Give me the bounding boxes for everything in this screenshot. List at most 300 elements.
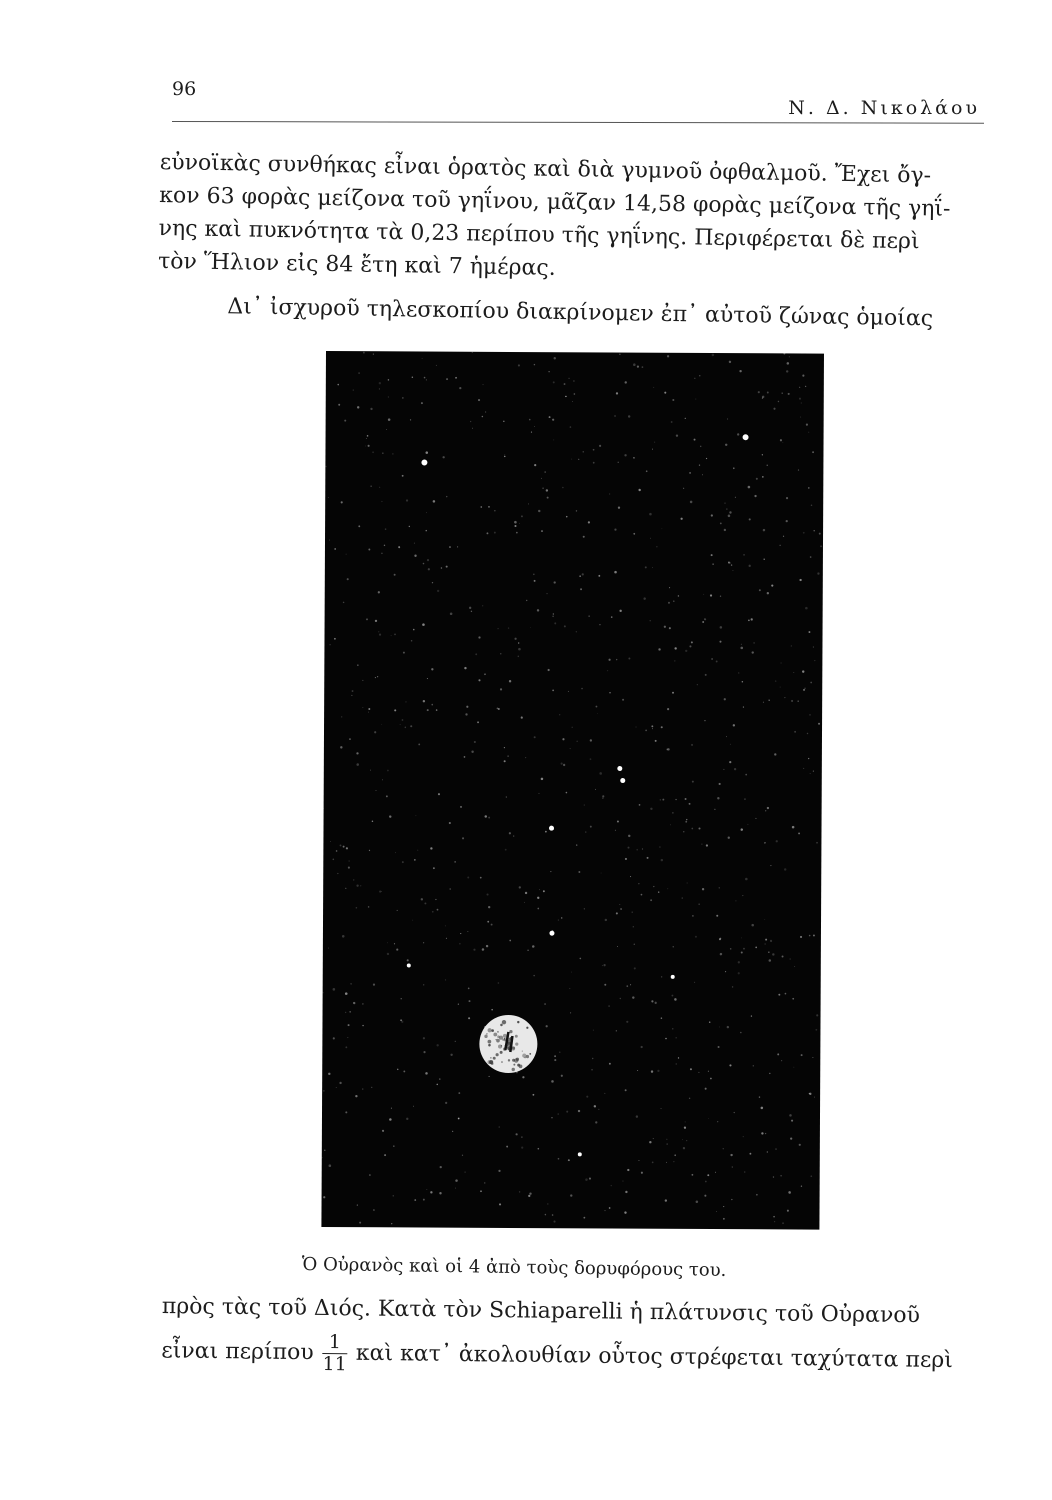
grain-speck bbox=[552, 690, 554, 692]
grain-speck bbox=[720, 938, 722, 940]
grain-speck bbox=[515, 1133, 517, 1135]
text-line-with-fraction bbox=[161, 1330, 953, 1382]
grain-speck bbox=[400, 724, 401, 725]
text-line: νης καὶ πυκνότητα τὰ 0,23 περίπου τῆς γηΐνης. Περιφέρεται δὲ περὶ bbox=[158, 215, 920, 255]
grain-speck bbox=[703, 594, 704, 595]
grain-speck bbox=[494, 532, 496, 534]
grain-speck bbox=[799, 387, 800, 388]
grain-speck bbox=[344, 420, 346, 422]
star-point bbox=[549, 826, 554, 831]
grain-speck bbox=[550, 871, 551, 872]
grain-speck bbox=[651, 1000, 653, 1002]
grain-speck bbox=[699, 904, 700, 905]
grain-speck bbox=[773, 1216, 775, 1218]
grain-speck bbox=[653, 387, 654, 388]
grain-speck bbox=[685, 1121, 686, 1122]
grain-speck bbox=[628, 415, 630, 417]
grain-speck bbox=[322, 992, 324, 994]
grain-speck bbox=[513, 835, 514, 836]
grain-speck bbox=[464, 1171, 465, 1172]
grain-speck bbox=[568, 1159, 570, 1161]
grain-speck bbox=[394, 634, 396, 636]
grain-speck bbox=[763, 702, 764, 703]
grain-speck bbox=[711, 514, 713, 516]
grain-speck bbox=[369, 1174, 371, 1176]
grain-speck bbox=[534, 580, 536, 582]
grain-speck bbox=[709, 1021, 711, 1023]
grain-speck bbox=[494, 510, 495, 511]
grain-speck bbox=[381, 724, 382, 725]
grain-speck bbox=[486, 945, 488, 947]
grain-speck bbox=[799, 579, 801, 581]
grain-speck bbox=[432, 911, 434, 913]
grain-speck bbox=[373, 984, 375, 986]
grain-speck bbox=[566, 516, 568, 518]
grain-speck bbox=[743, 948, 745, 950]
grain-speck bbox=[388, 418, 391, 421]
grain-speck bbox=[470, 421, 471, 422]
grain-speck bbox=[534, 736, 536, 738]
grain-speck bbox=[650, 808, 652, 810]
grain-speck bbox=[674, 660, 675, 661]
grain-speck bbox=[741, 828, 744, 831]
grain-speck bbox=[635, 726, 636, 727]
grain-speck bbox=[813, 771, 814, 772]
star-point bbox=[578, 1152, 582, 1156]
grain-speck bbox=[450, 1054, 452, 1056]
grain-speck bbox=[815, 1029, 817, 1031]
grain-speck bbox=[455, 377, 457, 379]
grain-speck bbox=[672, 1028, 673, 1029]
grain-speck bbox=[614, 571, 617, 574]
grain-speck bbox=[488, 506, 490, 508]
header-rule bbox=[172, 121, 984, 124]
grain-speck bbox=[414, 543, 415, 544]
grain-speck bbox=[458, 1004, 459, 1005]
grain-speck bbox=[814, 530, 815, 531]
star-point bbox=[671, 975, 675, 979]
grain-speck bbox=[562, 738, 564, 740]
grain-speck bbox=[733, 724, 735, 726]
grain-speck bbox=[798, 832, 800, 834]
grain-speck bbox=[357, 1204, 358, 1205]
grain-speck bbox=[762, 454, 763, 455]
grain-speck bbox=[625, 1089, 627, 1091]
grain-speck bbox=[548, 371, 549, 372]
grain-speck bbox=[329, 540, 330, 541]
grain-speck bbox=[794, 731, 796, 733]
grain-speck bbox=[386, 795, 388, 797]
grain-speck bbox=[636, 849, 638, 851]
grain-speck bbox=[553, 381, 555, 383]
grain-speck bbox=[547, 1203, 548, 1204]
grain-speck bbox=[791, 1120, 793, 1122]
grain-speck bbox=[818, 723, 820, 725]
grain-speck bbox=[707, 1174, 709, 1176]
grain-speck bbox=[618, 506, 620, 508]
grain-speck bbox=[362, 707, 363, 708]
grain-speck bbox=[337, 384, 339, 386]
grain-speck bbox=[788, 393, 790, 395]
grain-speck bbox=[609, 1063, 611, 1065]
grain-speck bbox=[382, 1130, 384, 1132]
grain-speck bbox=[695, 399, 696, 400]
grain-speck bbox=[728, 515, 731, 518]
grain-speck bbox=[781, 392, 782, 393]
grain-speck bbox=[394, 943, 395, 944]
grain-speck bbox=[519, 523, 520, 524]
grain-speck bbox=[808, 487, 810, 489]
grain-speck bbox=[524, 902, 525, 903]
grain-speck bbox=[564, 625, 566, 627]
grain-speck bbox=[614, 415, 616, 417]
grain-speck bbox=[541, 778, 544, 781]
grain-speck bbox=[765, 810, 766, 811]
grain-speck bbox=[716, 915, 718, 917]
grain-speck bbox=[755, 818, 756, 819]
grain-speck bbox=[674, 1154, 676, 1156]
grain-speck bbox=[597, 713, 598, 714]
grain-speck bbox=[485, 815, 488, 818]
grain-speck bbox=[582, 573, 584, 575]
grain-speck bbox=[741, 937, 742, 938]
grain-speck bbox=[725, 971, 726, 972]
grain-speck bbox=[433, 500, 436, 503]
star-point bbox=[407, 963, 411, 967]
grain-speck bbox=[328, 1073, 330, 1075]
grain-speck bbox=[660, 1108, 661, 1109]
grain-speck bbox=[717, 1121, 718, 1122]
grain-speck bbox=[616, 912, 618, 914]
star-point bbox=[743, 434, 749, 440]
grain-speck bbox=[402, 397, 404, 399]
grain-speck bbox=[652, 1162, 654, 1164]
grain-speck bbox=[726, 736, 727, 737]
grain-speck bbox=[570, 1194, 572, 1196]
grain-speck bbox=[397, 910, 398, 911]
grain-speck bbox=[559, 1052, 560, 1053]
grain-speck bbox=[521, 1147, 523, 1149]
grain-speck bbox=[691, 641, 693, 643]
grain-speck bbox=[357, 664, 359, 666]
grain-speck bbox=[426, 379, 427, 380]
grain-speck bbox=[436, 365, 437, 366]
grain-speck bbox=[605, 919, 607, 921]
grain-speck bbox=[446, 496, 447, 497]
grain-speck bbox=[368, 445, 370, 447]
grain-speck bbox=[727, 418, 728, 419]
grain-speck bbox=[698, 827, 700, 829]
grain-speck bbox=[616, 659, 617, 660]
grain-speck bbox=[360, 885, 361, 886]
grain-speck bbox=[539, 793, 540, 794]
grain-speck bbox=[682, 1139, 683, 1140]
grain-speck bbox=[793, 1067, 794, 1068]
grain-speck bbox=[767, 807, 769, 809]
grain-speck bbox=[624, 1211, 626, 1213]
grain-speck bbox=[767, 465, 768, 466]
grain-speck bbox=[348, 860, 349, 861]
grain-speck bbox=[509, 832, 511, 834]
grain-speck bbox=[812, 1057, 813, 1058]
grain-speck bbox=[729, 361, 731, 363]
grain-speck bbox=[683, 1147, 685, 1149]
grain-speck bbox=[678, 595, 679, 596]
grain-speck bbox=[618, 462, 619, 463]
grain-speck bbox=[336, 1087, 337, 1088]
grain-speck bbox=[583, 451, 584, 452]
grain-speck bbox=[374, 731, 376, 733]
grain-speck bbox=[355, 1095, 357, 1097]
grain-speck bbox=[484, 1182, 485, 1183]
grain-speck bbox=[590, 739, 592, 741]
grain-speck bbox=[735, 497, 736, 498]
grain-speck bbox=[777, 1053, 779, 1055]
grain-speck bbox=[813, 647, 814, 648]
grain-speck bbox=[533, 573, 535, 575]
grain-speck bbox=[789, 356, 790, 357]
grain-speck bbox=[708, 1071, 709, 1072]
grain-speck bbox=[442, 456, 444, 458]
grain-speck bbox=[633, 457, 635, 459]
grain-speck bbox=[519, 886, 521, 888]
grain-speck bbox=[378, 631, 379, 632]
grain-speck bbox=[423, 1037, 425, 1039]
grain-speck bbox=[521, 717, 523, 719]
grain-speck bbox=[343, 846, 345, 848]
grain-speck bbox=[538, 510, 540, 512]
grain-speck bbox=[730, 948, 732, 950]
grain-speck bbox=[345, 1012, 346, 1013]
grain-speck bbox=[650, 620, 651, 621]
star-point bbox=[421, 460, 427, 466]
grain-speck bbox=[786, 520, 788, 522]
grain-speck bbox=[599, 624, 600, 625]
grain-speck bbox=[664, 626, 666, 628]
figure-caption: Ὁ Οὐρανὸς καὶ οἱ 4 ἀπὸ τοὺς δορυφόρους του. bbox=[301, 1254, 727, 1281]
grain-speck bbox=[345, 1046, 347, 1048]
grain-speck bbox=[805, 386, 806, 387]
grain-speck bbox=[388, 397, 389, 398]
grain-speck bbox=[353, 390, 354, 391]
grain-speck bbox=[745, 878, 748, 881]
grain-speck bbox=[756, 478, 758, 480]
grain-speck bbox=[423, 942, 424, 943]
grain-speck bbox=[770, 865, 771, 866]
grain-speck bbox=[379, 487, 380, 488]
grain-speck bbox=[347, 1037, 348, 1038]
grain-speck bbox=[723, 1148, 724, 1149]
grain-speck bbox=[666, 748, 668, 750]
page-number: 96 bbox=[172, 78, 197, 100]
grain-speck bbox=[729, 511, 731, 513]
grain-speck bbox=[491, 924, 493, 926]
grain-speck bbox=[690, 1068, 692, 1070]
grain-speck bbox=[729, 761, 731, 763]
grain-speck bbox=[590, 826, 592, 828]
grain-speck bbox=[630, 876, 631, 877]
grain-speck bbox=[684, 1127, 686, 1129]
grain-speck bbox=[657, 1070, 659, 1072]
grain-speck bbox=[616, 1030, 617, 1031]
grain-speck bbox=[534, 464, 536, 466]
grain-speck bbox=[526, 600, 527, 601]
grain-speck bbox=[459, 387, 461, 389]
grain-speck bbox=[787, 362, 790, 365]
grain-speck bbox=[708, 1118, 709, 1119]
grain-speck bbox=[662, 799, 664, 801]
grain-speck bbox=[666, 1162, 667, 1163]
grain-speck bbox=[814, 660, 815, 661]
grain-speck bbox=[733, 467, 735, 469]
grain-speck bbox=[367, 435, 369, 437]
grain-speck bbox=[389, 815, 391, 817]
grain-speck bbox=[754, 495, 756, 497]
grain-speck bbox=[508, 627, 510, 629]
grain-speck bbox=[324, 1150, 325, 1151]
grain-speck bbox=[334, 548, 336, 550]
grain-speck bbox=[699, 375, 700, 376]
grain-speck bbox=[533, 975, 534, 976]
grain-speck bbox=[661, 976, 662, 977]
grain-speck bbox=[810, 682, 812, 684]
grain-speck bbox=[700, 446, 701, 447]
grain-speck bbox=[482, 605, 483, 606]
grain-speck bbox=[761, 1107, 764, 1110]
grain-speck bbox=[480, 1190, 482, 1192]
grain-speck bbox=[801, 1054, 803, 1056]
grain-speck bbox=[348, 867, 350, 869]
grain-speck bbox=[775, 680, 776, 681]
grain-speck bbox=[758, 391, 760, 393]
grain-speck bbox=[462, 1155, 463, 1156]
grain-speck bbox=[333, 988, 336, 991]
grain-speck bbox=[426, 512, 427, 513]
grain-speck bbox=[541, 478, 542, 479]
grain-speck bbox=[553, 439, 554, 440]
grain-speck bbox=[620, 908, 622, 910]
grain-speck bbox=[544, 471, 546, 473]
grain-speck bbox=[793, 672, 794, 673]
photograph-canvas bbox=[321, 351, 824, 1230]
grain-speck bbox=[672, 399, 674, 401]
grain-speck bbox=[477, 721, 479, 723]
grain-speck bbox=[403, 1070, 405, 1072]
grain-speck bbox=[449, 888, 450, 889]
grain-speck bbox=[768, 699, 769, 700]
grain-speck bbox=[712, 563, 713, 564]
grain-speck bbox=[595, 789, 596, 790]
grain-speck bbox=[611, 1185, 612, 1186]
grain-speck bbox=[391, 635, 392, 636]
grain-speck bbox=[381, 891, 382, 892]
grain-speck bbox=[749, 1153, 751, 1155]
grain-speck bbox=[604, 1093, 605, 1094]
grain-speck bbox=[694, 378, 695, 379]
grain-speck bbox=[474, 741, 476, 743]
grain-speck bbox=[598, 1109, 599, 1110]
grain-speck bbox=[759, 1096, 761, 1098]
grain-speck bbox=[460, 933, 461, 934]
grain-speck bbox=[402, 861, 404, 863]
grain-speck bbox=[716, 661, 718, 663]
grain-speck bbox=[394, 574, 396, 576]
grain-speck bbox=[752, 651, 754, 653]
grain-speck bbox=[675, 1063, 677, 1065]
grain-speck bbox=[791, 645, 792, 646]
grain-speck bbox=[384, 1154, 386, 1156]
grain-speck bbox=[584, 804, 585, 805]
grain-speck bbox=[672, 692, 674, 694]
grain-speck bbox=[782, 1222, 784, 1224]
grain-speck bbox=[706, 844, 708, 846]
grain-speck bbox=[576, 844, 577, 845]
grain-speck bbox=[638, 489, 640, 491]
grain-speck bbox=[498, 1170, 500, 1172]
grain-speck bbox=[729, 1064, 731, 1066]
grain-speck bbox=[816, 1014, 818, 1016]
grain-speck bbox=[682, 897, 683, 898]
grain-speck bbox=[480, 506, 482, 508]
grain-speck bbox=[780, 1175, 781, 1176]
grain-speck bbox=[705, 674, 707, 676]
grain-speck bbox=[599, 445, 601, 447]
grain-speck bbox=[773, 1176, 774, 1177]
grain-speck bbox=[780, 687, 781, 688]
grain-speck bbox=[751, 618, 753, 620]
grain-speck bbox=[660, 799, 662, 801]
grain-speck bbox=[449, 546, 451, 548]
grain-speck bbox=[435, 899, 436, 900]
grain-speck bbox=[330, 841, 331, 842]
grain-speck bbox=[723, 1218, 725, 1220]
grain-speck bbox=[439, 1192, 441, 1194]
grain-speck bbox=[376, 790, 377, 791]
grain-speck bbox=[504, 454, 505, 455]
grain-speck bbox=[379, 382, 381, 384]
grain-speck bbox=[368, 712, 369, 713]
grain-speck bbox=[483, 384, 484, 385]
grain-speck bbox=[571, 459, 572, 460]
grain-speck bbox=[392, 453, 394, 455]
grain-speck bbox=[430, 847, 432, 849]
grain-speck bbox=[652, 449, 653, 450]
grain-speck bbox=[668, 602, 670, 604]
grain-speck bbox=[593, 449, 595, 451]
grain-speck bbox=[664, 392, 666, 394]
grain-speck bbox=[406, 499, 408, 501]
grain-speck bbox=[518, 364, 520, 366]
grain-speck bbox=[778, 401, 779, 402]
text-before-fraction: εἶναι περίπου bbox=[161, 1338, 314, 1366]
fraction-numerator: 1 bbox=[323, 1332, 347, 1354]
grain-speck bbox=[719, 641, 721, 643]
grain-speck bbox=[436, 1044, 438, 1046]
grain-speck bbox=[394, 709, 396, 711]
grain-speck bbox=[498, 628, 499, 629]
grain-speck bbox=[368, 708, 370, 710]
grain-speck bbox=[632, 912, 633, 913]
grain-speck bbox=[384, 545, 385, 546]
grain-speck bbox=[609, 493, 610, 494]
grain-speck bbox=[671, 421, 673, 423]
grain-speck bbox=[665, 1038, 667, 1040]
grain-speck bbox=[667, 355, 669, 357]
grain-speck bbox=[534, 426, 535, 427]
grain-speck bbox=[653, 1138, 654, 1139]
grain-speck bbox=[454, 861, 456, 863]
grain-speck bbox=[328, 948, 329, 949]
